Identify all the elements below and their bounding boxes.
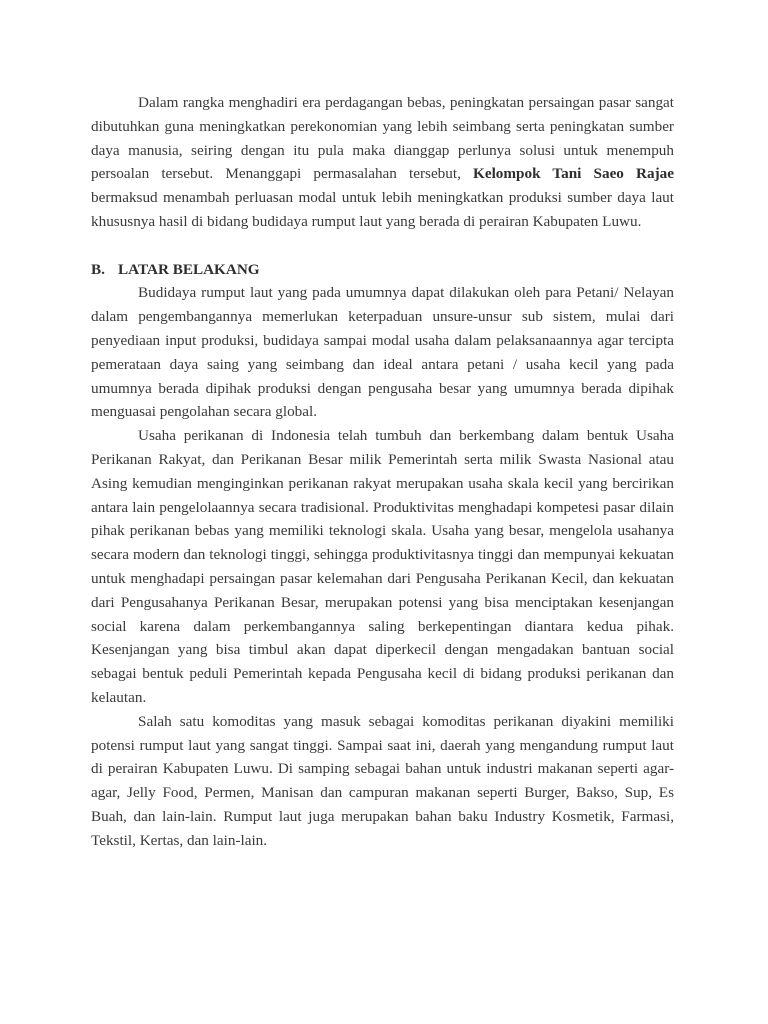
document-body [91, 91, 674, 853]
section-heading [91, 258, 674, 282]
body-paragraph-2: Usaha perikanan di Indonesia telah tumbuh dan berkembang dalam bentuk Usaha Perikanan Rakyat, dan Perikanan Besar milik Pemerintah serta milik Swasta Nasional atau Asing kemudian menginginkan perikanan rakyat merupakan usaha skala kecil yang bercirikan antara lain pengelolaannya secara tradisional. Produktivitas menghadapi kompetesi pasar dilain pihak perikanan bebas yang memiliki teknologi skala. Usaha yang besar, mengelola usahanya secara modern dan teknologi tinggi, sehingga produktivitasnya tinggi dan mempunyai kekuatan untuk menghadapi persaingan pasar kelemahan dari Pengusaha Perikanan Kecil, dan kekuatan dari Pengusahanya Perikanan Besar, merupakan potensi yang bisa menciptakan kesenjangan social karena dalam perkembangannya saling berkepentingan diantara kedua pihak. Kesenjangan yang bisa timbul akan dapat diperkecil dengan mengadakan bantuan social sebagai bentuk peduli Pemerintah kepada Pengusaha kecil di bidang produksi perikanan dan kelautan. [91, 427, 674, 706]
body-paragraph-1: Budidaya rumput laut yang pada umumnya dapat dilakukan oleh para Petani/ Nelayan dalam pengembangannya memerlukan keterpaduan unsure-unsur sub sistem, mulai dari penyediaan input produksi, budidaya sampai modal usaha dalam pelaksanaannya agar tercipta pemerataan daya saing yang seimbang dan ideal antara petani / usaha kecil yang pada umumnya berada dipihak produksi dengan pengusaha besar yang umumnya berada dipihak menguasai pengolahan secara global. [91, 284, 674, 421]
body-paragraph-3: Salah satu komoditas yang masuk sebagai komoditas perikanan diyakini memiliki potensi rumput laut yang sangat tinggi. Sampai saat ini, daerah yang mengandung rumput laut di perairan Kabupaten Luwu. Di samping sebagai bahan untuk industri makanan seperti agar-agar, Jelly Food, Permen, Manisan dan campuran makanan seperti Burger, Bakso, Sup, Es Buah, dan lain-lain. Rumput laut juga merupakan bahan baku Industry Kosmetik, Farmasi, Tekstil, Kertas, dan lain-lain. [91, 712, 674, 849]
group-name: Kelompok Tani Saeo Rajae [473, 165, 674, 183]
intro-paragraph [91, 91, 674, 234]
section-number: B. [91, 260, 105, 278]
section-title: LATAR BELAKANG [118, 260, 260, 278]
intro-text-end: bermaksud menambah perluasan modal untuk lebih meningkatkan produksi sumber daya laut khususnya hasil di bidang budidaya rumput laut yang berada di perairan Kabupaten Luwu. [91, 189, 674, 230]
intro-text-start: Dalam rangka menghadiri era perdagangan bebas, peningkatan persaingan pasar sangat dibutuhkan guna meningkatkan perekonomian yang lebih seimbang serta peningkatan sumber daya manusia, seiring dengan itu pula maka dianggap perlunya solusi untuk menempuh persoalan tersebut. Menanggapi permasalahan tersebut, [91, 94, 674, 183]
